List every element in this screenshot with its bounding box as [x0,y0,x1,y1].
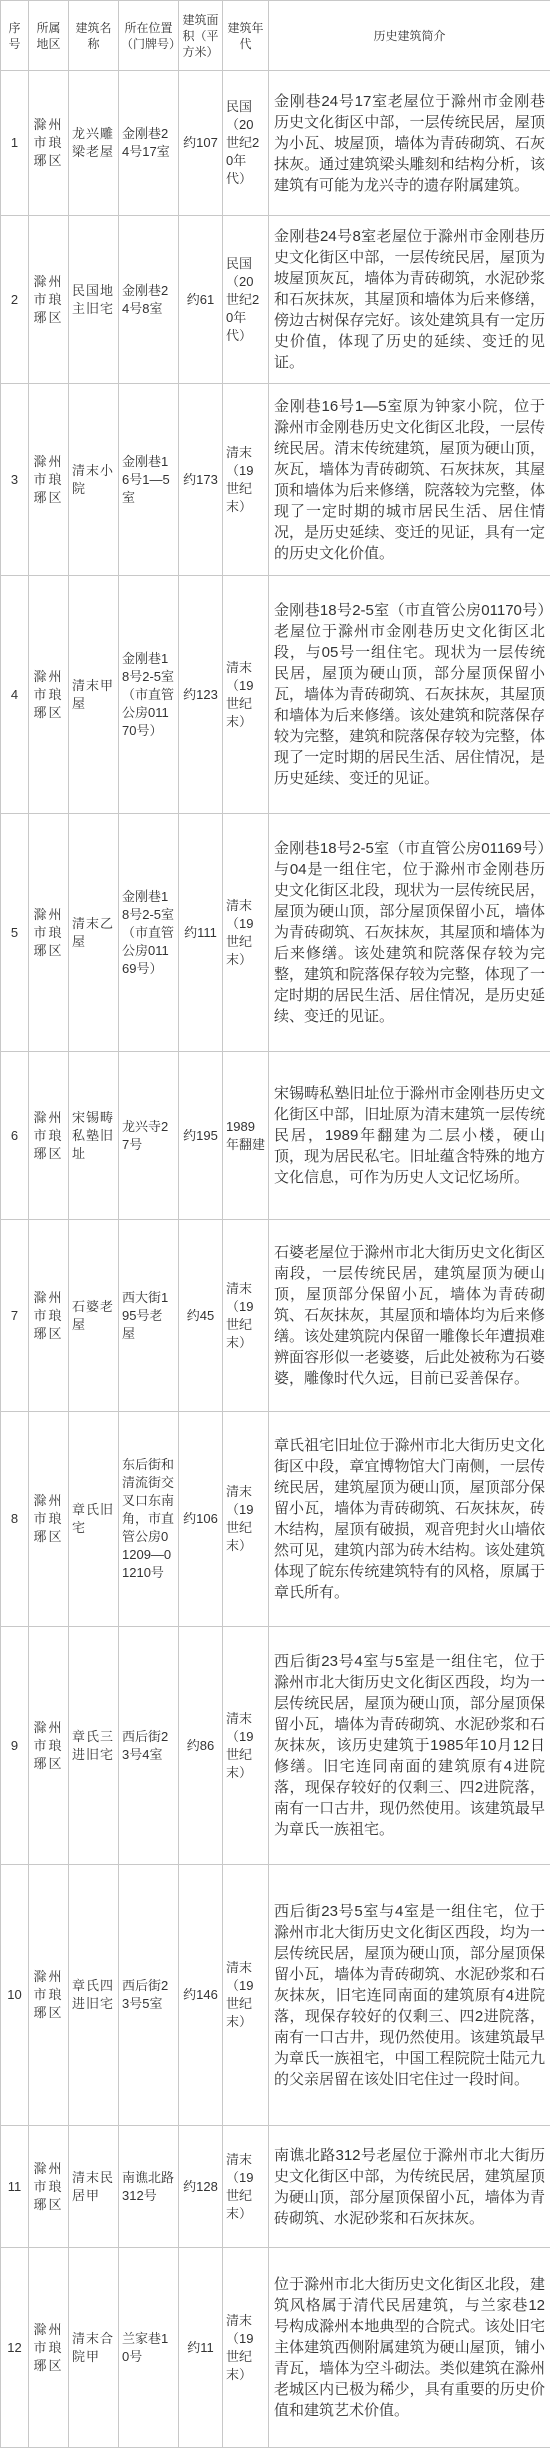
cell-era: 民国（20世纪20年代） [223,216,269,384]
cell-no: 12 [1,2248,29,2448]
header-era: 建筑年代 [223,1,269,71]
cell-intro: 石婆老屋位于滁州市北大街历史文化街区南段，一层传统民居，建筑屋顶为硬山顶，屋顶部分保留小瓦，墙体为青砖砌筑、石灰抹灰，其屋顶和墙体均为后来修缮。该处建筑院内保留一雕像长年遭损难辨面容形似一老婆婆，后此处被称为石婆婆，雕像时代久远，目前已妥善保存。 [269,1220,550,1412]
table-row [1,1052,550,1220]
cell-era: 民国（20世纪20年代） [223,71,269,216]
cell-area: 约111 [179,814,223,1052]
header-location: 所在位置（门牌号） [119,1,179,71]
cell-district: 滁州市琅琊区 [29,216,69,384]
cell-intro: 南谯北路312号老屋位于滁州市北大街历史文化街区中部，为传统民居，建筑屋顶为硬山顶，部分屋顶保留小瓦，墙体为青砖砌筑、水泥砂浆和石灰抹灰。 [269,2126,550,2248]
cell-intro: 位于滁州市北大街历史文化街区北段，建筑风格属于清代民居建筑，与兰家巷12号构成滁州本地典型的合院式。该处旧宅主体建筑西侧附属建筑为硬山屋顶，铺小青瓦，墙体为空斗砌法。类似建筑在滁州老城区内已极为稀少，具有重要的历史价值和建筑艺术价值。 [269,2248,550,2448]
cell-era: 清末（19世纪末） [223,1220,269,1412]
cell-location: 西大街195号老屋 [119,1220,179,1412]
cell-district: 滁州市琅琊区 [29,2248,69,2448]
table-row [1,1627,550,1865]
cell-era: 1989年翻建 [223,1052,269,1220]
cell-name: 清末甲屋 [69,576,119,814]
cell-name: 章氏四进旧宅 [69,1865,119,2126]
cell-intro: 金刚巷24号8室老屋位于滁州市金刚巷历史文化街区中部，一层传统民居，屋顶为坡屋顶灰瓦，墙体为青砖砌筑，水泥砂浆和石灰抹灰，其屋顶和墙体为后来修缮，傍边古树保存完好。该处建筑具有一定历史价值，体现了历史的延续、变迁的见证。 [269,216,550,384]
cell-area: 约123 [179,576,223,814]
cell-intro: 金刚巷18号2-5室（市直管公房01169号）与04是一组住宅，位于滁州市金刚巷历史文化街区北段，现状为一层传统民居，屋顶为硬山顶，部分屋顶保留小瓦，墙体为青砖砌筑、石灰抹灰，其屋顶和墙体为后来修缮。该处建筑和院落保存较为完整，建筑和院落保存较为完整，体现了一定时期的居民生活、居住情况，是历史延续、变迁的见证。 [269,814,550,1052]
table-row [1,2248,550,2448]
cell-area: 约106 [179,1412,223,1627]
table-row [1,1412,550,1627]
cell-location: 南谯北路312号 [119,2126,179,2248]
cell-area: 约146 [179,1865,223,2126]
header-intro: 历史建筑简介 [269,1,550,71]
cell-district: 滁州市琅琊区 [29,2126,69,2248]
table-row [1,1220,550,1412]
header-district: 所属地区 [29,1,69,71]
cell-location: 金刚巷24号17室 [119,71,179,216]
cell-district: 滁州市琅琊区 [29,384,69,576]
header-no: 序号 [1,1,29,71]
cell-intro: 宋锡畴私塾旧址位于滁州市金刚巷历史文化街区中部，旧址原为清末建筑一层传统民居，1989年翻建为二层小楼，硬山顶，现为居民私宅。旧址蕴含特殊的地方文化信息，可作为历史人文记忆场所。 [269,1052,550,1220]
cell-era: 清末（19世纪末） [223,1627,269,1865]
cell-no: 3 [1,384,29,576]
header-area: 建筑面积（平方米） [179,1,223,71]
cell-location: 西后街23号5室 [119,1865,179,2126]
cell-location: 金刚巷16号1—5室 [119,384,179,576]
cell-intro: 章氏祖宅旧址位于滁州市北大街历史文化街区中段，章宜博物馆大门南侧，一层传统民居，建筑屋顶为硬山顶，屋顶部分保留小瓦，墙体为青砖砌筑、石灰抹灰，砖木结构，屋顶有破损，观音兜封火山墙依然可见，建筑内部为砖木结构。该处建筑体现了皖东传统建筑特有的风格，原属于章氏所有。 [269,1412,550,1627]
cell-name: 民国地主旧宅 [69,216,119,384]
table-header-row [1,1,550,71]
cell-location: 东后街和清流街交叉口东南角，市直管公房01209—01210号 [119,1412,179,1627]
cell-name: 清末乙屋 [69,814,119,1052]
cell-location: 龙兴寺27号 [119,1052,179,1220]
table-row [1,814,550,1052]
cell-district: 滁州市琅琊区 [29,1412,69,1627]
cell-location: 金刚巷18号2-5室（市直管公房01170号） [119,576,179,814]
cell-intro: 金刚巷16号1—5室原为钟家小院，位于滁州市金刚巷历史文化街区北段，一层传统民居。清末传统建筑，屋顶为硬山顶，灰瓦，墙体为青砖砌筑、石灰抹灰，其屋顶和墙体为后来修缮，院落较为完整，体现了一定时期的城市居民生活、居住情况，是历史延续、变迁的见证，具有一定的历史文化价值。 [269,384,550,576]
cell-era: 清末（19世纪末） [223,384,269,576]
table-row [1,2126,550,2248]
cell-intro: 西后街23号4室与5室是一组住宅，位于滁州市北大街历史文化街区西段，均为一层传统民居，屋顶为硬山顶，部分屋顶保留小瓦，墙体为青砖砌筑、水泥砂浆和石灰抹灰，该历史建筑于1985年10月12日修缮。旧宅连同南面的建筑原有4进院落，现保存较好的仅剩三、四2进院落，南有一口古井，现仍然使用。该建筑最早为章氏一族祖宅。 [269,1627,550,1865]
cell-intro: 西后街23号5室与4室是一组住宅，位于滁州市北大街历史文化街区西段，均为一层传统民居，屋顶为硬山顶，部分屋顶保留小瓦，墙体为青砖砌筑、水泥砂浆和石灰抹灰，旧宅连同南面的建筑原有4进院落，现保存较好的仅剩三、四2进院落，南有一口古井，现仍然使用。该建筑最早为章氏一族祖宅，中国工程院院士陆元九的父亲居留在该处旧宅住过一段时间。 [269,1865,550,2126]
cell-no: 10 [1,1865,29,2126]
cell-area: 约128 [179,2126,223,2248]
cell-location: 金刚巷24号8室 [119,216,179,384]
cell-era: 清末（19世纪末） [223,1412,269,1627]
cell-no: 11 [1,2126,29,2248]
cell-district: 滁州市琅琊区 [29,1865,69,2126]
table-row [1,1865,550,2126]
cell-district: 滁州市琅琊区 [29,814,69,1052]
cell-area: 约107 [179,71,223,216]
cell-era: 清末（19世纪末） [223,2248,269,2448]
cell-no: 4 [1,576,29,814]
table-row [1,71,550,216]
cell-district: 滁州市琅琊区 [29,1627,69,1865]
cell-no: 9 [1,1627,29,1865]
cell-location: 西后街23号4室 [119,1627,179,1865]
header-name: 建筑名称 [69,1,119,71]
cell-name: 章氏旧宅 [69,1412,119,1627]
cell-area: 约45 [179,1220,223,1412]
cell-area: 约86 [179,1627,223,1865]
cell-era: 清末（19世纪末） [223,576,269,814]
cell-area: 约173 [179,384,223,576]
cell-district: 滁州市琅琊区 [29,1052,69,1220]
cell-no: 6 [1,1052,29,1220]
cell-name: 宋锡畴私塾旧址 [69,1052,119,1220]
table-header [1,1,550,71]
cell-name: 章氏三进旧宅 [69,1627,119,1865]
cell-area: 约61 [179,216,223,384]
cell-intro: 金刚巷18号2-5室（市直管公房01170号）老屋位于滁州市金刚巷历史文化街区北段，与05号一组住宅。现状为一层传统民居，屋顶为硬山顶，部分屋顶保留小瓦，墙体为青砖砌筑、石灰抹灰，其屋顶和墙体为后来修缮。该处建筑和院落保存较为完整，建筑和院落保存较为完整，体现了一定时期的居民生活、居住情况，是历史延续、变迁的见证。 [269,576,550,814]
cell-name: 清末小院 [69,384,119,576]
cell-location: 兰家巷10号 [119,2248,179,2448]
table-row [1,384,550,576]
cell-area: 约195 [179,1052,223,1220]
cell-name: 清末民居甲 [69,2126,119,2248]
cell-location: 金刚巷18号2-5室（市直管公房01169号） [119,814,179,1052]
cell-district: 滁州市琅琊区 [29,71,69,216]
cell-no: 5 [1,814,29,1052]
cell-no: 1 [1,71,29,216]
cell-district: 滁州市琅琊区 [29,1220,69,1412]
cell-district: 滁州市琅琊区 [29,576,69,814]
table-row [1,576,550,814]
cell-no: 2 [1,216,29,384]
cell-name: 石婆老屋 [69,1220,119,1412]
cell-era: 清末（19世纪末） [223,1865,269,2126]
cell-era: 清末（19世纪末） [223,814,269,1052]
cell-intro: 金刚巷24号17室老屋位于滁州市金刚巷历史文化街区中部，一层传统民居，屋顶为小瓦、坡屋顶，墙体为青砖砌筑、石灰抹灰。通过建筑梁头雕刻和结构分析，该建筑有可能为龙兴寺的遗存附属建筑。 [269,71,550,216]
table-row [1,216,550,384]
cell-era: 清末（19世纪末） [223,2126,269,2248]
cell-no: 7 [1,1220,29,1412]
cell-area: 约11 [179,2248,223,2448]
cell-no: 8 [1,1412,29,1627]
cell-name: 清末合院甲 [69,2248,119,2448]
cell-name: 龙兴雕梁老屋 [69,71,119,216]
table-body [1,71,550,2448]
